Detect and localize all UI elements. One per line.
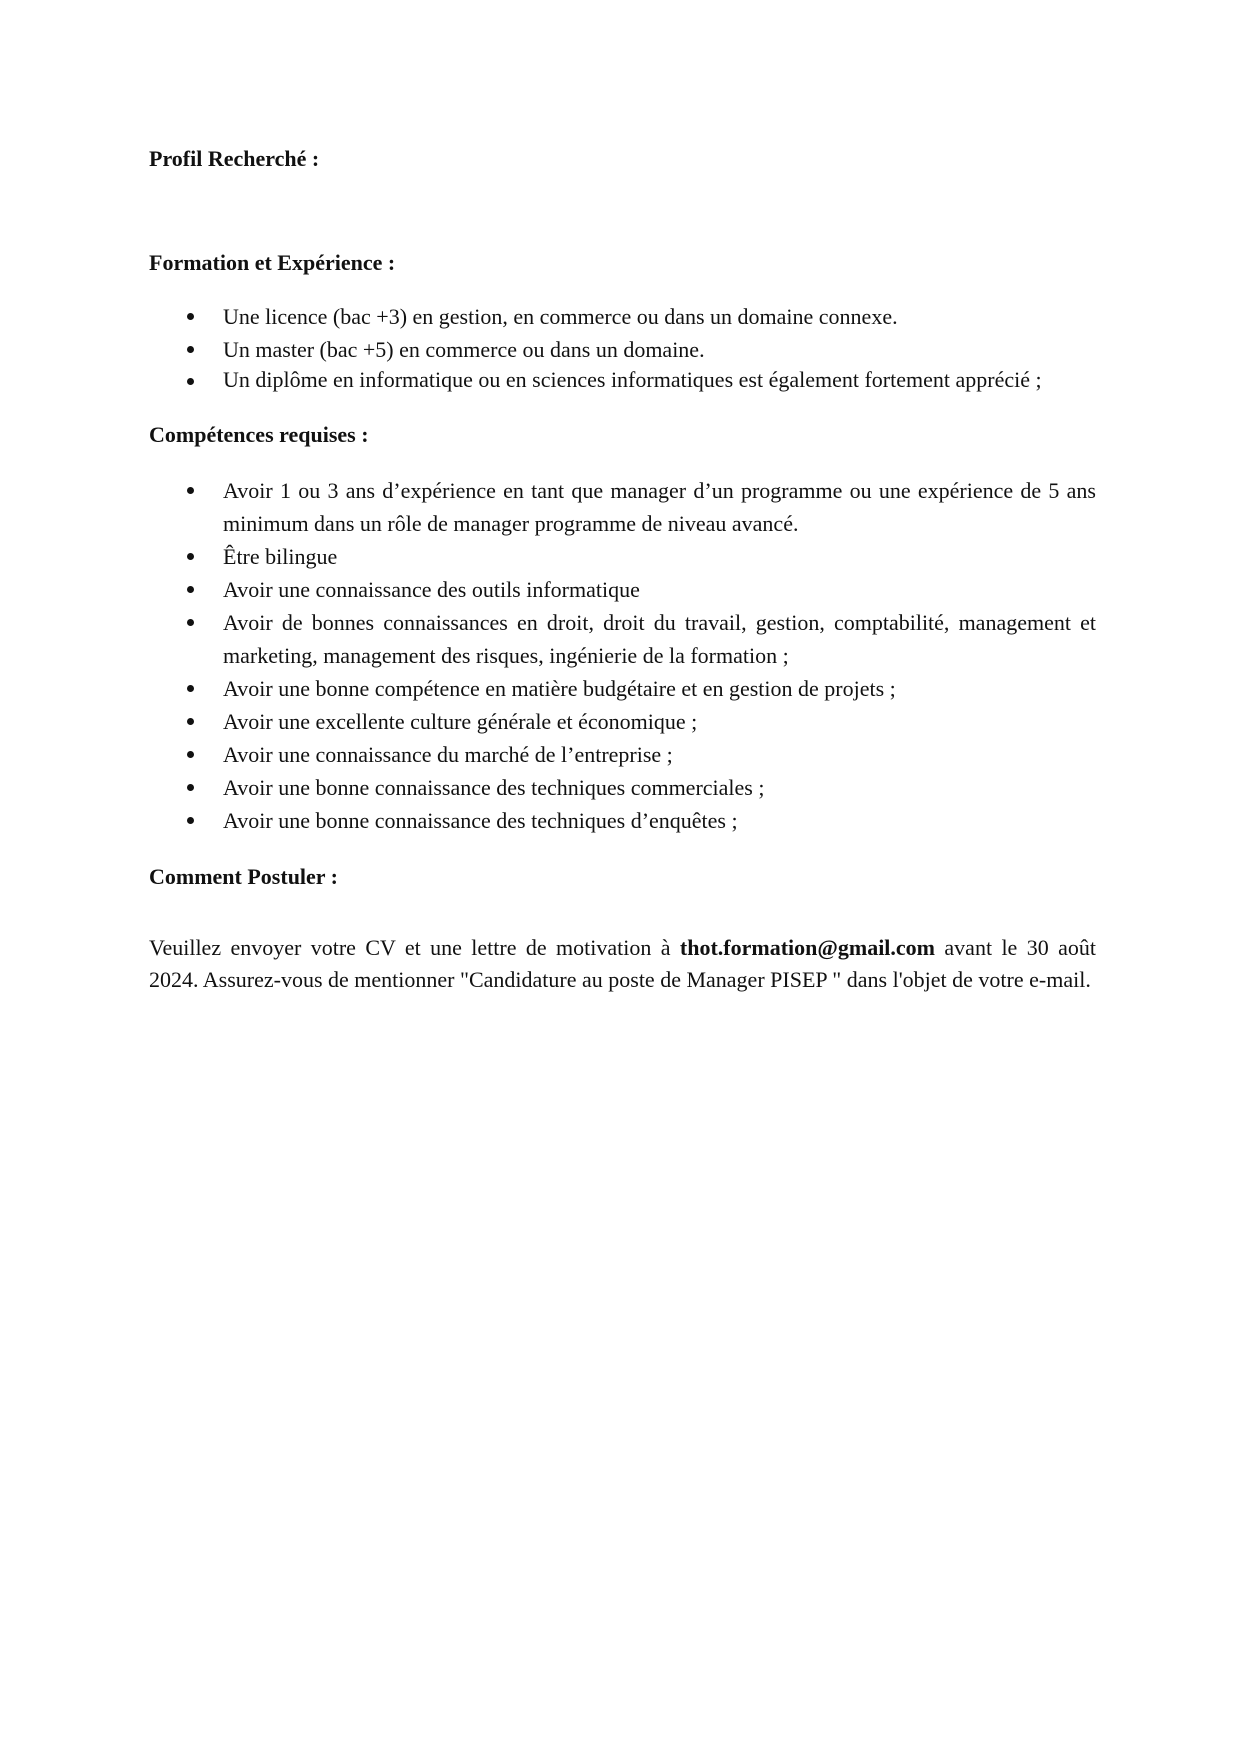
formation-list — [149, 300, 1096, 394]
formation-item: Une licence (bac +3) en gestion, en commerce ou dans un domaine connexe. — [223, 304, 898, 329]
bullet-icon — [187, 487, 194, 494]
list-item — [149, 573, 1096, 606]
formation-heading: Formation et Expérience : — [149, 250, 396, 275]
document-content — [149, 144, 1096, 996]
postuler-paragraph — [149, 932, 1096, 996]
competence-item: Avoir une bonne compétence en matière budgétaire et en gestion de projets ; — [223, 676, 896, 701]
list-item — [149, 606, 1096, 672]
profil-heading: Profil Recherché : — [149, 146, 320, 171]
contact-email[interactable]: thot.formation@gmail.com — [679, 935, 936, 960]
list-item — [149, 771, 1096, 804]
bullet-icon — [187, 553, 194, 560]
bullet-icon — [187, 378, 194, 385]
list-item — [149, 366, 1096, 394]
competence-item: Avoir une bonne connaissance des techniques commerciales ; — [223, 775, 765, 800]
competence-item: Avoir 1 ou 3 ans d’expérience en tant que manager d’un programme ou une expérience de 5 ans minimum dans un rôle de manager programme de niveau avancé. — [223, 478, 1096, 536]
competence-item: Avoir une excellente culture générale et économique ; — [223, 709, 698, 734]
bullet-icon — [187, 346, 194, 353]
competence-item: Être bilingue — [223, 544, 338, 569]
formation-item: Un diplôme en informatique ou en sciences informatiques est également fortement apprécié ; — [223, 367, 1042, 392]
list-item — [149, 705, 1096, 738]
competence-item: Avoir une connaissance des outils informatique — [223, 577, 640, 602]
bullet-icon — [187, 817, 194, 824]
bullet-icon — [187, 685, 194, 692]
competence-item: Avoir de bonnes connaissances en droit, droit du travail, gestion, comptabilité, management et marketing, management des risques, ingénierie de la formation ; — [223, 610, 1096, 668]
postuler-heading: Comment Postuler : — [149, 864, 338, 889]
bullet-icon — [187, 751, 194, 758]
list-item — [149, 300, 1096, 333]
postuler-text-after: avant le 30 août 2024. Assurez-vous de mentionner "Candidature au poste de Manager PISEP " dans l'objet de votre e-mail. — [149, 935, 1096, 992]
competence-item: Avoir une connaissance du marché de l’entreprise ; — [223, 742, 673, 767]
list-item — [149, 540, 1096, 573]
bullet-icon — [187, 586, 194, 593]
list-item — [149, 738, 1096, 771]
competences-heading: Compétences requises : — [149, 422, 369, 447]
list-item — [149, 333, 1096, 366]
formation-item: Un master (bac +5) en commerce ou dans un domaine. — [223, 337, 705, 362]
bullet-icon — [187, 313, 194, 320]
bullet-icon — [187, 718, 194, 725]
list-item — [149, 804, 1096, 837]
list-item — [149, 474, 1096, 540]
competences-list — [149, 474, 1096, 837]
competence-item: Avoir une bonne connaissance des techniques d’enquêtes ; — [223, 808, 738, 833]
bullet-icon — [187, 784, 194, 791]
postuler-text-before: Veuillez envoyer votre CV et une lettre de motivation à — [149, 935, 680, 960]
list-item — [149, 672, 1096, 705]
bullet-icon — [187, 619, 194, 626]
